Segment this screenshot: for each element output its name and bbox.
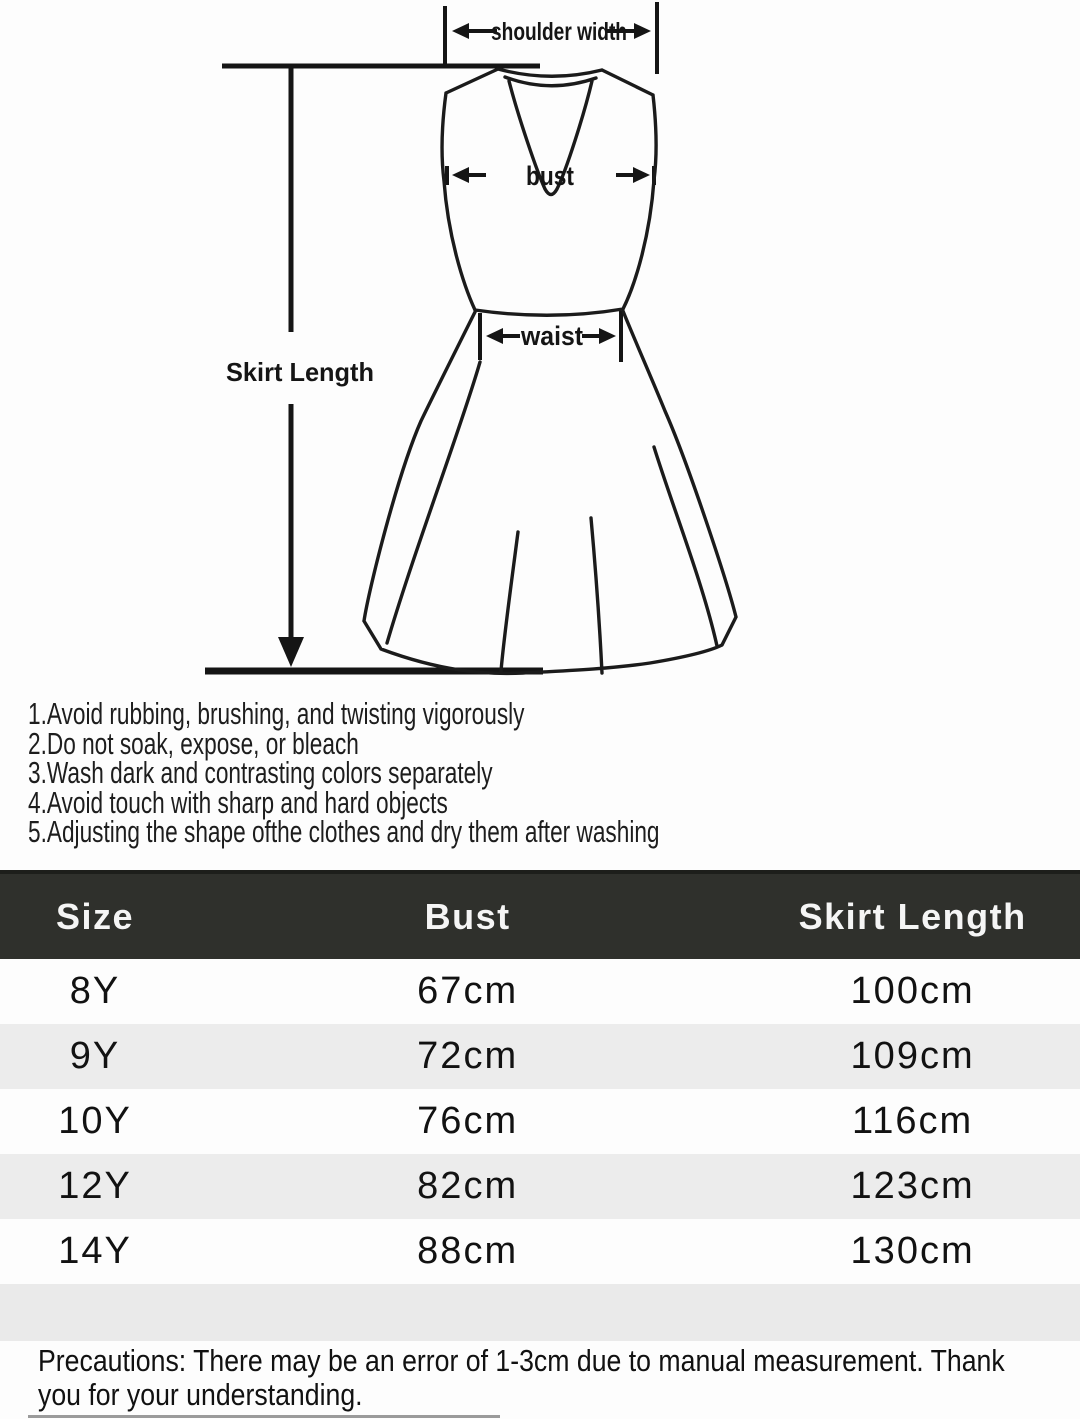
care-instruction-item: 5.Adjusting the shape ofthe clothes and dry them after washing [28, 814, 660, 850]
table-row [0, 1089, 1080, 1154]
cell-size: 8Y [69, 970, 121, 1012]
table-empty-row [0, 1284, 1080, 1341]
cell-bust: 76cm [417, 1100, 519, 1142]
dress-measurement-diagram [0, 0, 1080, 695]
cell-bust: 82cm [417, 1165, 519, 1207]
cell-size: 14Y [58, 1230, 132, 1272]
care-instruction-item: 1.Avoid rubbing, brushing, and twisting vigorously [28, 696, 525, 731]
cell-size: 10Y [58, 1100, 132, 1142]
size-table [0, 870, 1080, 1341]
shoulder-width-label: shoulder width [491, 18, 627, 46]
header-skirt-length: Skirt Length [798, 895, 1027, 937]
waist-arrow-right-icon [599, 328, 616, 344]
cell-size: 9Y [69, 1035, 121, 1077]
bottom-divider [28, 1415, 500, 1418]
cell-bust: 72cm [417, 1035, 519, 1077]
skirt-length-label: Skirt Length [226, 357, 374, 387]
waist-label: waist [520, 321, 584, 351]
cell-skirt-length: 116cm [851, 1100, 974, 1142]
bust-arrow-left-icon [452, 167, 469, 183]
care-instructions [28, 696, 893, 850]
precautions-note: Precautions: There may be an error of 1-3cm due to manual measurement. Thank you for your understanding. [38, 1343, 1005, 1412]
cell-skirt-length: 130cm [850, 1230, 975, 1272]
measurement-lines [205, 2, 657, 671]
care-instruction-item: 3.Wash dark and contrasting colors separately [28, 755, 493, 791]
cell-skirt-length: 100cm [850, 970, 975, 1012]
cell-bust: 88cm [417, 1230, 519, 1272]
cell-size: 12Y [58, 1165, 132, 1207]
shoulder-arrow-right-icon [634, 23, 651, 39]
header-bust: Bust [424, 895, 511, 937]
dress-outline [364, 69, 736, 673]
skirt-outline [364, 311, 736, 673]
size-table-header [0, 870, 1080, 959]
care-instruction-item: 2.Do not soak, expose, or bleach [28, 725, 359, 761]
cell-skirt-length: 123cm [850, 1165, 975, 1207]
bust-arrow-right-icon [633, 167, 650, 183]
bust-label: bust [526, 161, 575, 191]
cell-skirt-length: 109cm [850, 1035, 975, 1077]
table-row [0, 959, 1080, 1024]
shoulder-arrow-left-icon [452, 23, 469, 39]
care-instruction-item: 4.Avoid touch with sharp and hard objects [28, 784, 448, 820]
skirt-length-arrow-down-icon [278, 637, 304, 667]
cell-bust: 67cm [417, 970, 519, 1012]
waist-arrow-left-icon [486, 328, 503, 344]
table-row [0, 1219, 1080, 1284]
header-size: Size [56, 895, 135, 937]
table-row [0, 1024, 1080, 1089]
table-row [0, 1154, 1080, 1219]
bodice-outline [442, 69, 656, 315]
